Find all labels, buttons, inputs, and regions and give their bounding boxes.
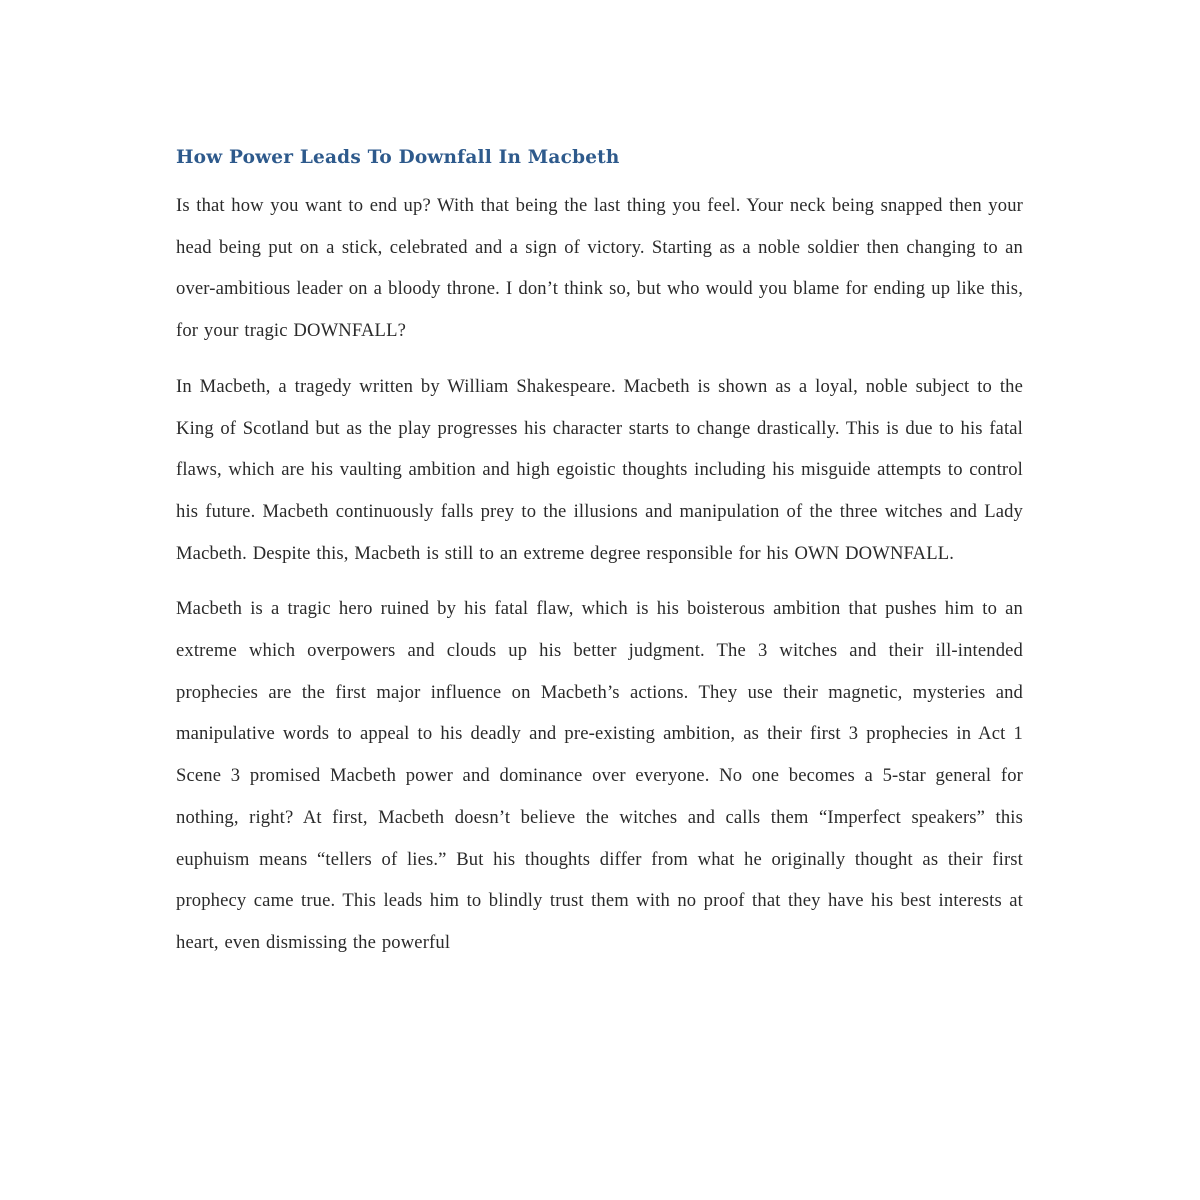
paragraph-thesis: In Macbeth, a tragedy written by William Shakespeare. Macbeth is shown as a loyal, noble subject to the King of Scotland but as the play progresses his character starts to change drastically. This is due to his fatal flaws, which are his vaulting ambition and high egoistic thoughts including his misguide attempts to control his future. Macbeth continuously falls prey to the illusions and manipulation of the three witches and Lady Macbeth. Despite this, Macbeth is still to an extreme degree responsible for his OWN DOWNFALL. bbox=[176, 375, 1023, 564]
document-title: How Power Leads To Downfall In Macbeth bbox=[176, 147, 620, 168]
document-body bbox=[176, 143, 1023, 978]
paragraph-intro: Is that how you want to end up? With that being the last thing you feel. Your neck being snapped then your head being put on a stick, celebrated and a sign of victory. Starting as a noble soldier then changing to an over-ambitious leader on a bloody throne. I don’t think so, but who would you blame for ending up like this, for your tragic DOWNFALL? bbox=[176, 195, 1023, 342]
paragraph-body-witches: Macbeth is a tragic hero ruined by his fatal flaw, which is his boisterous ambition that pushes him to an extreme which overpowers and clouds up his better judgment. The 3 witches and their ill-intended prophecies are the first major influence on Macbeth’s actions. They use their magnetic, mysteries and manipulative words to appeal to his deadly and pre-existing ambition, as their first 3 prophecies in Act 1 Scene 3 promised Macbeth power and dominance over everyone. No one becomes a 5-star general for nothing, right? At first, Macbeth doesn’t believe the witches and calls them “Imperfect speakers” this euphuism means “tellers of lies.” But his thoughts differ from what he originally thought as their first prophecy came true. This leads him to blindly trust them with no proof that they have his best interests at heart, even dismissing the powerful bbox=[176, 598, 1023, 953]
